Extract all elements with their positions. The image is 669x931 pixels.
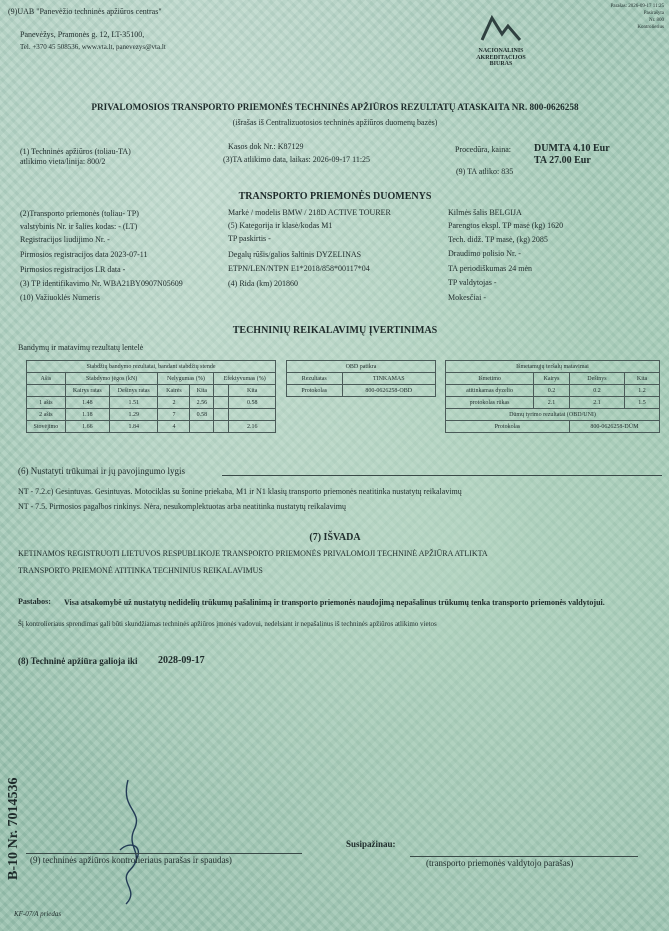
- table-cell: Stovėjimo: [27, 421, 66, 433]
- table-cell: [214, 397, 229, 409]
- table-row: [446, 409, 660, 421]
- vehicle-field: Degalų rūšis/galios šaltinis DYZELINAS: [228, 250, 362, 259]
- report-title: PRIVALOMOSIOS TRANSPORTO PRIEMONĖS TECHNINĖS APŽIŪROS REZULTATŲ ATASKAITA NR. 800-0626258: [91, 102, 579, 112]
- table-cell: 1.51: [109, 397, 158, 409]
- org-contacts: Tel. +370 45 508536, www.vta.lt, panevezys@vta.lt: [20, 43, 166, 51]
- table-cell: 1.18: [65, 409, 109, 421]
- table-cell: 7: [158, 409, 190, 421]
- table-cell: 1.48: [65, 397, 109, 409]
- stamp-line: Parašas: 2026-09-17 11:25: [610, 4, 664, 9]
- acquainted-label: Susipažinau:: [346, 839, 396, 849]
- defect-item: NT - 7.5. Pirmosios pagalbos rinkinys. Nėra, nesukomplektuotas arba neatitinka nustatytų reikalavimų: [18, 502, 347, 511]
- ta-inspector: (9) TA atliko: 835: [456, 167, 514, 176]
- table-cell: Dešinys ratas: [109, 385, 158, 397]
- table-cell: Rezultatas: [287, 373, 343, 385]
- table-cell: 0.2: [534, 385, 570, 397]
- table-row: [27, 385, 276, 397]
- table-cell: 2.1: [534, 397, 570, 409]
- table-cell: 0.58: [190, 409, 214, 421]
- table-cell: [229, 409, 276, 421]
- report-subtitle: (išrašas iš Centralizuotosios techninės apžiūros duomenų bazės): [232, 118, 438, 127]
- valid-date: 2028-09-17: [158, 655, 205, 666]
- table-cell: Protokolas: [446, 421, 570, 433]
- conclusion-title: (7) IŠVADA: [309, 532, 361, 543]
- table-cell: 2.1: [569, 397, 624, 409]
- stamp-line: Nr. 800: [649, 18, 664, 23]
- vehicle-field: Registracijos liudijimo Nr. -: [20, 235, 110, 244]
- table-cell: [214, 409, 229, 421]
- table-cell: [27, 385, 66, 397]
- org-address: Panevėžys, Pramonės g. 12, LT-35100,: [20, 30, 145, 39]
- vehicle-field: Markė / modelis BMW / 218D ACTIVE TOURER: [228, 208, 391, 217]
- table-row: [287, 385, 436, 397]
- signature-line-left: [26, 853, 302, 854]
- table-cell: Dūmų tyrimo rezultatai (OBD/UNI): [446, 409, 660, 421]
- accreditation-logo-icon: [478, 10, 524, 46]
- table-row: [446, 397, 660, 409]
- price-ta: TA 27.00 Eur: [534, 155, 591, 166]
- vehicle-field: valstybinis Nr. ir šalies kodas: - (LT): [20, 222, 138, 231]
- table-cell: 0.58: [229, 397, 276, 409]
- table-cell: 0.2: [569, 385, 624, 397]
- top-right-stamp: [588, 4, 664, 30]
- table-cell: protokolas rūkas: [446, 397, 534, 409]
- appeal-text: Šį kontrolieriaus sprendimas gali būti skundžiamas techninės apžiūros įmonės vadovui, nedelsiant ir nepašalinus iš techninės apžiūros atlikimo vietos: [18, 620, 437, 628]
- conclusion-line: TRANSPORTO PRIEMONĖ ATITINKA TECHNINIUS REIKALAVIMUS: [18, 566, 263, 575]
- table-cell: 800-0626258-DŪM: [569, 421, 659, 433]
- table-cell: Kita: [229, 385, 276, 397]
- table-row: [446, 385, 660, 397]
- obd-table: [286, 360, 436, 397]
- accreditation-text: NACIONALINIS AKREDITACIJOS BIURAS: [476, 48, 526, 68]
- vehicle-field: ETPN/LEN/NTPN E1*2018/858*00117*04: [228, 264, 370, 273]
- ta-time: (3)TA atlikimo data, laikas: 2026-09-17 11:25: [223, 155, 371, 164]
- defects-label: (6) Nustatyti trūkumai ir jų pavojingumo lygis: [18, 466, 185, 476]
- procedure-label: Procedūra, kaina:: [455, 145, 511, 154]
- table-cell: 800-0626258-OBD: [342, 385, 436, 397]
- table-cell: [190, 421, 214, 433]
- table-cell: 2: [158, 397, 190, 409]
- vehicle-field: Kilmės šalis BELGIJA: [448, 208, 522, 217]
- table-cell: Nelygumas (%): [158, 373, 214, 385]
- signature-right-caption: (transporto priemonės valdytojo parašas): [426, 858, 574, 868]
- station-label: (1) Techninės apžiūros (toliau-TA): [20, 147, 131, 156]
- table-row: [446, 421, 660, 433]
- table-cell: Išmetimo: [446, 373, 534, 385]
- table-cell: 1.66: [65, 421, 109, 433]
- vehicle-field: Draudimo polisio Nr. -: [448, 249, 521, 258]
- table-header: Išmetamųjų teršalų matavimai: [446, 361, 660, 373]
- table-header: Stabdžių bandymo rezultatai, bandant stabdžių stende: [27, 361, 276, 373]
- table-row: [27, 409, 276, 421]
- vehicle-section-title: TRANSPORTO PRIEMONĖS DUOMENYS: [238, 191, 432, 202]
- stamp-line: Kontrolierius: [637, 25, 664, 30]
- table-cell: Efektyvumas (%): [214, 373, 276, 385]
- cash-doc: Kasos dok Nr.: K87129: [228, 142, 304, 151]
- table-cell: Kairys: [534, 373, 570, 385]
- signature-scribble-icon: [100, 770, 160, 910]
- table-row: [27, 421, 276, 433]
- table-row: [446, 373, 660, 385]
- table-header: OBD patikra: [287, 361, 436, 373]
- defects-line: [222, 475, 662, 476]
- table-cell: 2 ašis: [27, 409, 66, 421]
- vehicle-field: (2)Transporto priemonės (toliau- TP): [20, 209, 139, 218]
- table-row: [27, 373, 276, 385]
- table-row: [27, 397, 276, 409]
- table-cell: Kita: [625, 373, 660, 385]
- vehicle-field: Pirmosios registracijos LR data -: [20, 265, 126, 274]
- table-cell: [214, 421, 229, 433]
- vehicle-field: Parengtos ekspl. TP masė (kg) 1620: [448, 221, 564, 230]
- table-cell: Kairys ratas: [65, 385, 109, 397]
- table-cell: atitinkamas dyzelio: [446, 385, 534, 397]
- table-cell: 1.5: [625, 397, 660, 409]
- org-name: (9)UAB "Panevėžio techninės apžiūros centras": [8, 7, 162, 16]
- assessment-title: TECHNINIŲ REIKALAVIMŲ ĮVERTINIMAS: [232, 325, 438, 336]
- emission-table: [445, 360, 660, 433]
- table-cell: 1.84: [109, 421, 158, 433]
- table-cell: 2.56: [190, 397, 214, 409]
- serial-number: B-10 Nr. 7014536: [6, 777, 21, 880]
- vehicle-field: TA periodiškumas 24 mėn: [448, 264, 533, 273]
- note-label: Pastabos:: [18, 597, 51, 606]
- vehicle-field: (5) Kategorija ir klasė/kodas M1: [228, 221, 333, 230]
- vehicle-field: (10) Važiuoklės Numeris: [20, 293, 100, 302]
- vehicle-field: (4) Rida (km) 201860: [228, 279, 298, 288]
- signature-left-caption: (9) techninės apžiūros kontrolieriaus parašas ir spaudas): [30, 855, 232, 865]
- station-line: atlikimo vieta/linija: 800/2: [20, 157, 106, 166]
- table-cell: 1.2: [625, 385, 660, 397]
- table-cell: Ašis: [27, 373, 66, 385]
- brake-table: [26, 360, 276, 433]
- table-row: [27, 361, 276, 373]
- table-cell: 2.16: [229, 421, 276, 433]
- vehicle-field: TP paskirtis -: [228, 234, 271, 243]
- vehicle-field: Pirmosios registracijos data 2023-07-11: [20, 250, 148, 259]
- defect-item: NT - 7.2.c) Gesintuvas. Gesintuvas. Motociklas su šonine priekaba, M1 ir N1 klasių transporto priemonės neatitinka nustatytų reikalavimų: [18, 487, 462, 496]
- table-cell: Protokolas: [287, 385, 343, 397]
- vehicle-field: TP valdytojas -: [448, 278, 497, 287]
- table-cell: 1 ašis: [27, 397, 66, 409]
- table-cell: Stabdymo jėgos (kN): [65, 373, 158, 385]
- table-cell: Kairės: [158, 385, 190, 397]
- note-text: Visa atsakomybė už nustatytų nedidelių trūkumų pašalinimą ir transporto priemonės naudojimą nepašalinus trūkumų tenka transporto priemonės valdytojui.: [64, 598, 605, 607]
- table-cell: 4: [158, 421, 190, 433]
- vehicle-field: Mokesčiai -: [448, 293, 486, 302]
- valid-label: (8) Techninė apžiūra galioja iki: [18, 656, 138, 666]
- tests-label: Bandymų ir matavimų rezultatų lentelė: [18, 343, 144, 352]
- table-row: [287, 361, 436, 373]
- table-row: [446, 361, 660, 373]
- stamp-line: Pasirašyta: [643, 11, 664, 16]
- table-cell: TINKAMAS: [342, 373, 436, 385]
- vehicle-field: Tech. didž. TP masė, (kg) 2085: [448, 235, 548, 244]
- price-dumta: DUMTA 4.10 Eur: [534, 143, 610, 154]
- signature-line-right: [410, 856, 638, 857]
- conclusion-line: KETINAMOS REGISTRUOTI LIETUVOS RESPUBLIKOJE TRANSPORTO PRIEMONĖS PRIVALOMOJI TECHNINĖ APŽIŪRA ATLIKTA: [18, 549, 488, 558]
- footer-form: KF-07/A priedas: [14, 910, 62, 918]
- table-cell: Kita: [190, 385, 214, 397]
- table-cell: 1.29: [109, 409, 158, 421]
- table-row: [287, 373, 436, 385]
- table-cell: Dešinys: [569, 373, 624, 385]
- vehicle-field: (3) TP identifikavimo Nr. WBA21BY0907N05609: [20, 279, 183, 288]
- table-cell: [214, 385, 229, 397]
